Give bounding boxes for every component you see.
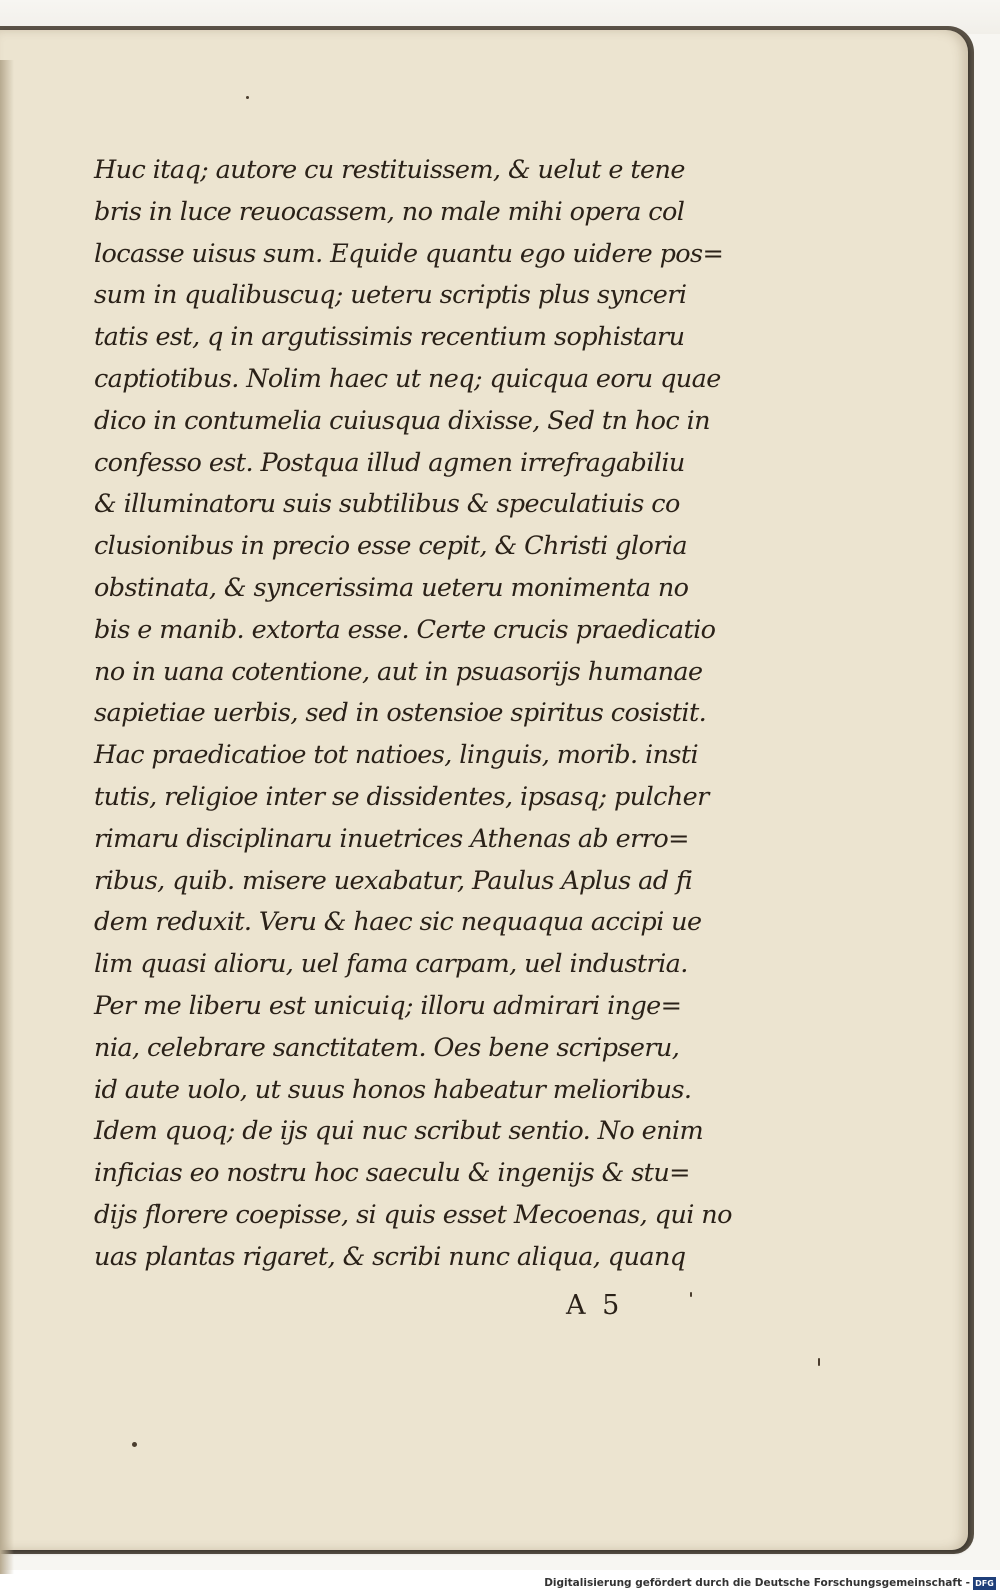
text-line: captiotibus. Nolim haec ut neq; quicqua eoru quae [94, 363, 721, 394]
text-line: dem reduxit. Veru & haec sic nequaqua accipi ue [94, 907, 702, 938]
text-line: bris in luce reuocassem, no male mihi opera col [94, 196, 685, 227]
text-line: nia, celebrare sanctitatem. Oes bene scripseru, [94, 1032, 680, 1063]
text-line: dico in contumelia cuiusqua dixisse, Sed tn hoc in [94, 405, 710, 436]
text-line: Idem quoq; de ijs qui nuc scribut sentio. No enim [94, 1116, 704, 1147]
text-line: uas plantas rigaret, & scribi nunc aliqua, quanq [94, 1241, 686, 1272]
text-line: Per me liberu est unicuiq; illoru admirari inge= [94, 990, 682, 1021]
text-line: id aute uolo, ut suus honos habeatur melioribus. [94, 1074, 692, 1105]
text-line: tatis est, q in argutissimis recentium sophistaru [94, 322, 685, 353]
ink-speck [690, 1292, 692, 1297]
ink-speck [246, 96, 249, 99]
footer-credit: Digitalisierung gefördert durch die Deutsche Forschungsgemeinschaft - [544, 1577, 970, 1589]
page-gutter [0, 60, 14, 1580]
text-line: rimaru disciplinaru inuetrices Athenas ab erro= [94, 823, 689, 854]
digitization-footer [0, 1574, 1000, 1595]
text-line: Hac praedicatioe tot natioes, linguis, morib. insti [94, 740, 699, 771]
text-line: sum in qualibuscuq; ueteru scriptis plus synceri [94, 280, 687, 311]
text-line: clusionibus in precio esse cepit, & Christi gloria [94, 531, 687, 562]
text-line: inficias eo nostru hoc saeculu & ingenijs & stu= [94, 1158, 690, 1189]
dfg-logo: DFG [973, 1577, 996, 1590]
text-line: bis e manib. extorta esse. Certe crucis praedicatio [94, 614, 716, 645]
text-line: Huc itaq; autore cu restituissem, & uelut e tene [94, 155, 685, 185]
signature-mark: A 5 [566, 1290, 624, 1321]
text-line: no in uana cotentione, aut in psuasorijs humanae [94, 656, 703, 687]
text-line: obstinata, & syncerissima ueteru monimenta no [94, 572, 689, 603]
text-line: confesso est. Postqua illud agmen irrefragabiliu [94, 447, 685, 478]
page-text [94, 150, 732, 1279]
text-line: sapietiae uerbis, sed in ostensioe spiritus cosistit. [94, 698, 707, 729]
text-line: lim quasi alioru, uel fama carpam, uel industria. [94, 949, 688, 980]
text-line: tutis, religioe inter se dissidentes, ipsasq; pulcher [94, 781, 709, 812]
ink-speck [818, 1358, 820, 1366]
text-line: locasse uisus sum. Equide quantu ego uidere pos= [94, 238, 724, 269]
text-line: ribus, quib. misere uexabatur, Paulus Aplus ad fi [94, 865, 693, 896]
ink-speck [132, 1442, 137, 1447]
text-line: dijs florere coepisse, si quis esset Mecoenas, qui no [94, 1199, 732, 1230]
text-line: & illuminatoru suis subtilibus & speculatiuis co [94, 489, 680, 520]
